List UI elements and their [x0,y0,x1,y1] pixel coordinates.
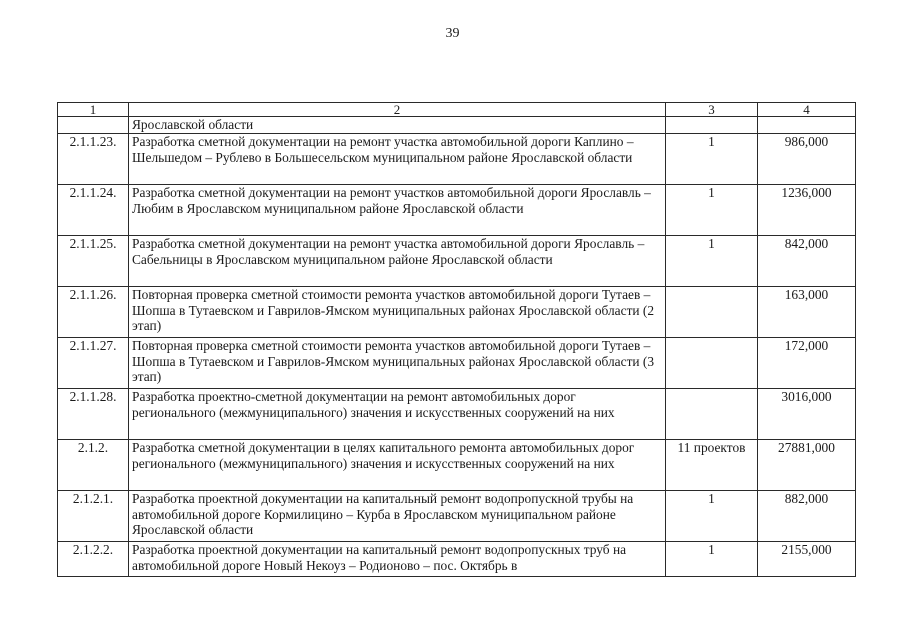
row-quantity: 1 [666,134,758,185]
row-description: Разработка проектной документации на капитальный ремонт водопропускной трубы на автомобильной дороге Кормилицино – Курба в Ярославском муниципальном районе Ярославской области [129,491,666,542]
row-amount: 27881,000 [758,440,856,491]
row-quantity [666,287,758,338]
table-row [58,134,856,185]
row-quantity: 11 проектов [666,440,758,491]
row-description: Разработка сметной документации на ремонт участков автомобильной дороги Ярославль – Любим в Ярославском муниципальном районе Ярославской области [129,185,666,236]
row-amount: 172,000 [758,338,856,389]
row-number: 2.1.1.25. [58,236,129,287]
header-cell: 2 [129,103,666,117]
row-quantity: 1 [666,542,758,577]
table-row [58,491,856,542]
table-row [58,542,856,577]
row-quantity: 1 [666,236,758,287]
row-amount: 842,000 [758,236,856,287]
row-description: Разработка проектно-сметной документации на ремонт автомобильных дорог регионального (межмуниципального) значения и искусственных сооружений на них [129,389,666,440]
header-cell: 3 [666,103,758,117]
row-description: Разработка сметной документации на ремонт участка автомобильной дороги Каплино – Шельшедом – Рублево в Большесельском муниципальном районе Ярославской области [129,134,666,185]
row-amount [758,117,856,134]
row-number: 2.1.1.28. [58,389,129,440]
row-description: Повторная проверка сметной стоимости ремонта участков автомобильной дороги Тутаев – Шопша в Тутаевском и Гаврилов-Ямском муниципальных районах Ярославской области (3 этап) [129,338,666,389]
row-number: 2.1.2. [58,440,129,491]
row-amount: 882,000 [758,491,856,542]
row-quantity [666,117,758,134]
row-quantity [666,338,758,389]
table-row [58,287,856,338]
table-header-row [58,103,856,117]
row-amount: 986,000 [758,134,856,185]
row-quantity [666,389,758,440]
row-amount: 1236,000 [758,185,856,236]
table-row [58,440,856,491]
row-number: 2.1.1.26. [58,287,129,338]
row-description: Разработка сметной документации на ремонт участка автомобильной дороги Ярославль – Сабельницы в Ярославском муниципальном районе Ярославской области [129,236,666,287]
document-table [57,102,856,577]
row-number: 2.1.1.23. [58,134,129,185]
row-amount: 3016,000 [758,389,856,440]
page-number: 39 [445,26,460,41]
row-number: 2.1.2.1. [58,491,129,542]
row-description: Разработка сметной документации в целях капитального ремонта автомобильных дорог регионального (межмуниципального) значения и искусственных сооружений на них [129,440,666,491]
row-description: Повторная проверка сметной стоимости ремонта участков автомобильной дороги Тутаев – Шопша в Тутаевском и Гаврилов-Ямском муниципальных районах Ярославской области (2 этап) [129,287,666,338]
row-amount: 2155,000 [758,542,856,577]
row-quantity: 1 [666,185,758,236]
table-row [58,236,856,287]
row-number: 2.1.1.24. [58,185,129,236]
table-row [58,117,856,134]
row-amount: 163,000 [758,287,856,338]
row-number: 2.1.1.27. [58,338,129,389]
row-number: 2.1.2.2. [58,542,129,577]
table-row [58,389,856,440]
table-row [58,185,856,236]
row-number [58,117,129,134]
row-quantity: 1 [666,491,758,542]
row-description: Разработка проектной документации на капитальный ремонт водопропускных труб на автомобильной дороге Новый Некоуз – Родионово – пос. Октябрь в [129,542,666,577]
header-cell: 4 [758,103,856,117]
table-row [58,338,856,389]
header-cell: 1 [58,103,129,117]
row-description: Ярославской области [129,117,666,134]
